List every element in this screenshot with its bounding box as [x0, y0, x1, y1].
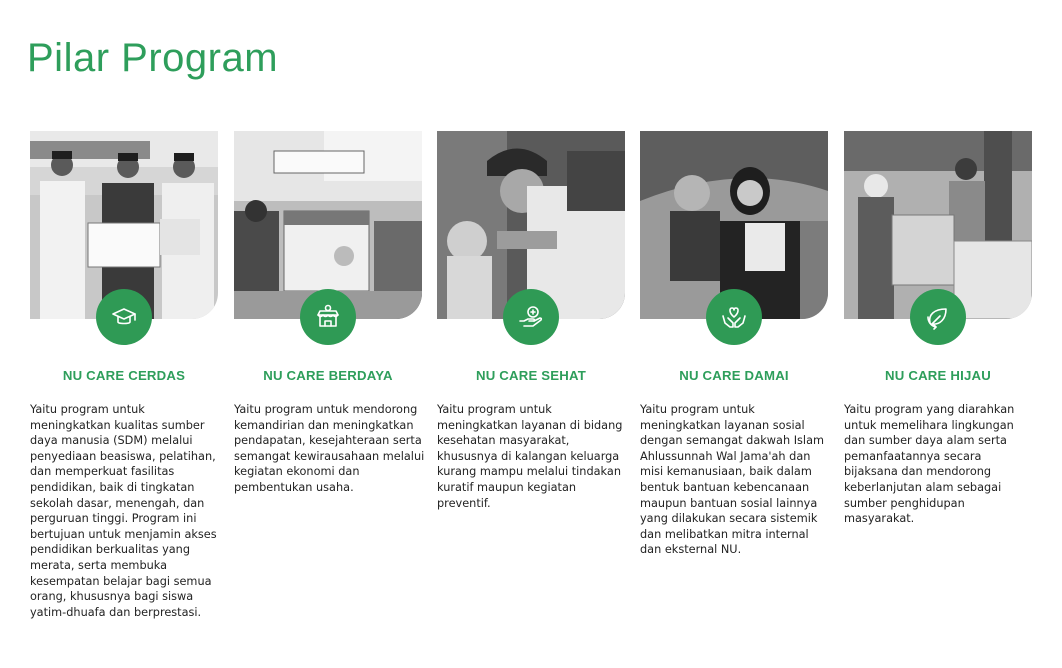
- leaf-cycle-icon: [910, 289, 966, 345]
- program-title: NU CARE CERDAS: [62, 368, 186, 383]
- program-description: Yaitu program untuk mendorong kemandirian dan meningkatkan pendapatan, kesejahteraan serta semangat kewirausahaan melalui kegiatan ekonomi dan pembentukan usaha.: [234, 403, 425, 494]
- program-title: NU CARE HIJAU: [885, 368, 991, 383]
- program-description: Yaitu program yang diarahkan untuk memelihara lingkungan dan sumber daya alam serta pemanfaatannya secara bijaksana dan mendorong keberlanjutan alam sebagai sumber penghidupan masyarakat.: [844, 403, 1015, 526]
- page-title: Pilar Program: [27, 36, 279, 80]
- program-card-hijau: [844, 131, 1032, 526]
- program-card-sehat: [437, 131, 625, 510]
- program-title: NU CARE SEHAT: [475, 368, 587, 383]
- market-stall-icon: [300, 289, 356, 345]
- program-description: Yaitu program untuk meningkatkan kualitas sumber daya manusia (SDM) melalui penyediaan beasiswa, pelatihan, dan memperkuat fasilitas pendidikan, baik di tingkatan sekolah dasar, menengah, dan perguruan tinggi. Program ini bertujuan untuk menjamin akses pendidikan berkualitas yang merata, serta membuka kesempatan belajar bagi semua orang, khususnya bagi siswa yatim-dhuafa dan berprestasi.: [30, 403, 217, 619]
- program-card-damai: [640, 131, 828, 557]
- program-card-cerdas: [30, 131, 218, 619]
- graduation-cap-icon: [96, 289, 152, 345]
- program-description: Yaitu program untuk meningkatkan layanan di bidang kesehatan masyarakat, khususnya di kalangan keluarga kurang mampu melalui tindakan kuratif maupun kegiatan preventif.: [437, 403, 623, 510]
- health-hand-icon: [503, 289, 559, 345]
- heart-hands-icon: [706, 289, 762, 345]
- program-title: NU CARE DAMAI: [679, 368, 789, 383]
- program-card-berdaya: [234, 131, 425, 494]
- program-description: Yaitu program untuk meningkatkan layanan sosial dengan semangat dakwah Islam Ahlussunnah Wal Jama'ah dan misi kemanusiaan, baik dalam bentuk bantuan kebencanaan maupun bantuan sosial lainnya yang dilakukan secara sistemik dan melibatkan mitra internal dan eksternal NU.: [640, 403, 824, 557]
- program-title: NU CARE BERDAYA: [263, 368, 393, 383]
